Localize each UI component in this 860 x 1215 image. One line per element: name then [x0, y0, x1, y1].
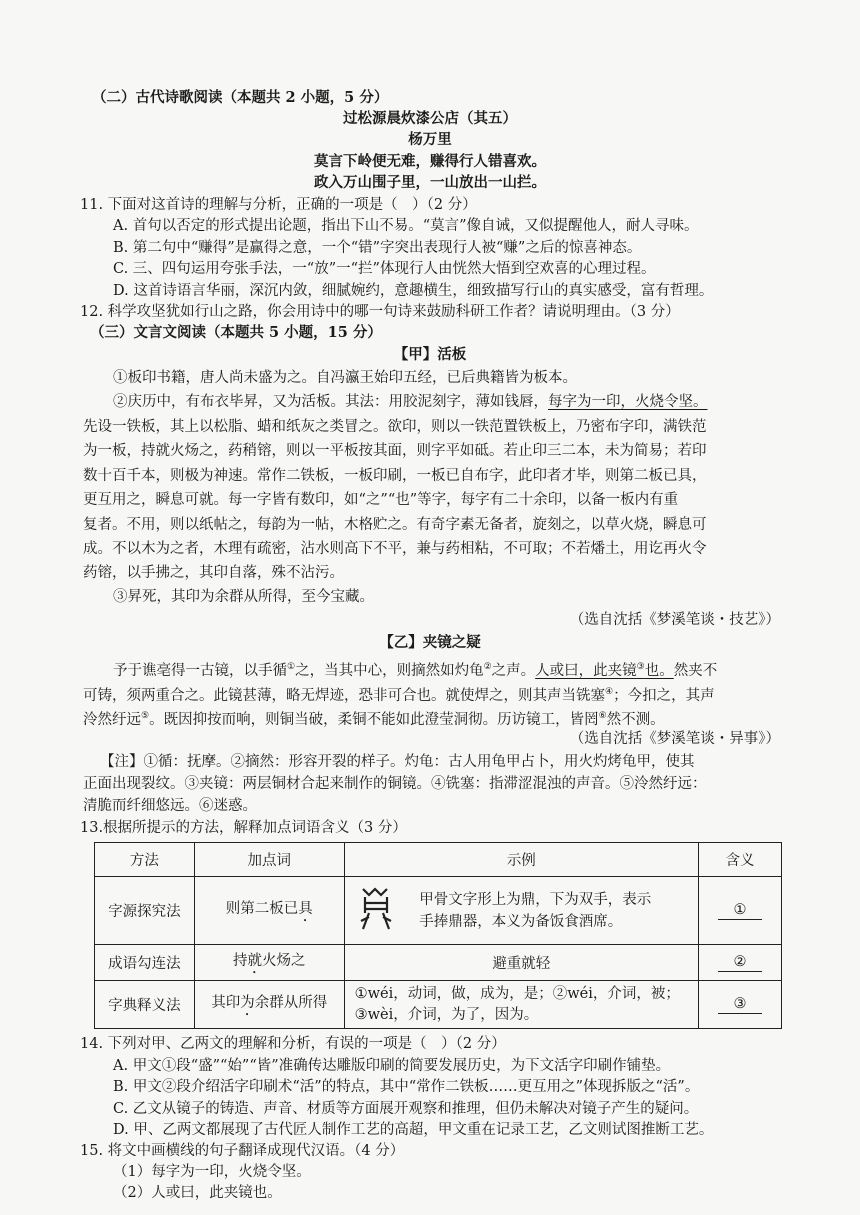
example-cell [344, 877, 698, 945]
passage-jia-line-9: 药镕，以手拂之，其印自落，殊不沾污。 [83, 565, 344, 581]
question-14-option-a: A. 甲文①段“盛”“始”“皆”准确传达雕版印刷的简要发展历史，为下文活字印刷作铺垫。 [113, 1058, 671, 1074]
passage-jia-title: 【甲】活板 [393, 346, 467, 363]
table-row [95, 877, 782, 945]
answer-blank-3: ③ [718, 995, 762, 1014]
passage-yi-line-3 [83, 706, 665, 730]
passage-yi-text: 泠然纡远 [83, 711, 141, 728]
example-text-line-2: ③wèi，介词，为了，因为。 [354, 1006, 539, 1023]
question-11-option-d: D. 这首诗语言华丽，深沉内敛，细腻婉约，意趣横生，细致描写行山的真实感受，富有哲理。 [113, 283, 714, 299]
phrase-text: 持 [232, 952, 248, 969]
passage-yi-text: 。既因抑按而响，则铜当破，柔铜不能如此澄莹洞彻。历访镜工，皆罔 [149, 711, 599, 728]
passage-jia-para-2-line-1 [113, 392, 708, 412]
footnote-marker: ④ [605, 687, 614, 697]
question-15-stem: 15. 将文中画横线的句子翻译成现代汉语。（4 分） [80, 1143, 405, 1159]
passage-jia-para-1: ①板印书籍，唐人尚未盛为之。自冯瀛王始印五经，已后典籍皆为板本。 [113, 370, 577, 386]
question-11-option-b: B. 第二句中“赚得”是赢得之意，一个“错”字突出表现行人被“赚”之后的惊喜神态。 [113, 240, 642, 256]
table-row [95, 945, 782, 981]
table-header-meaning: 含义 [699, 843, 782, 877]
table-header-example: 示例 [344, 843, 698, 877]
underlined-sentence-2 [535, 663, 674, 679]
question-15-sentence-2: （2）人或曰，此夹镜也。 [113, 1185, 282, 1201]
poem-author: 杨万里 [408, 131, 452, 148]
underlined-sentence-1: 每字为一印，火烧令坚。 [548, 394, 708, 410]
example-cell [344, 981, 698, 1029]
table-header-row [95, 843, 782, 877]
notes-line-1: 【注】①循：抚摩。②摘然：形容开裂的样子。灼龟：古人用龟甲占卜，用火灼烤龟甲，使其 [100, 754, 695, 770]
notes-line-2: 正面出现裂纹。③夹镜：两层铜材合起来制作的铜镜。④铣塞：指滞涩混浊的声音。⑤泠然纡远： [83, 776, 707, 792]
example-text-line-1: ①wéi，动词，做，成为，是；②wéi，介词，被； [354, 985, 680, 1002]
table-header-word: 加点词 [194, 843, 344, 877]
passage-yi-text: 然夹不 [673, 662, 718, 679]
question-14-option-b: B. 甲文②段介绍活字印刷术“活”的特点，其中“常作二铁板……更互用之”体现拆版之“活”。 [113, 1079, 700, 1095]
phrase-cell [194, 981, 344, 1029]
question-14-stem: 14. 下列对甲、乙两文的理解和分析，有误的一项是（ ）（2 分） [80, 1036, 506, 1052]
passage-yi-text: 予于谯亳得一古镜，以手循 [113, 662, 287, 679]
passage-jia-line-6: 更互用之，瞬息可就。每一字皆有数印，如“之”“也”等字，每字有二十余印，以备一板内有重 [83, 492, 679, 508]
question-13-stem: 13.根据所提示的方法，解释加点词语含义（3 分） [80, 820, 407, 836]
example-text-line-2: 手捧鼎器，本义为备饭食酒席。 [419, 913, 623, 930]
answer-cell [699, 945, 782, 981]
section-heading-classical: （三）文言文阅读（本题共 5 小题，15 分） [90, 324, 382, 341]
phrase-cell [194, 945, 344, 981]
passage-yi-text: 之声。 [491, 662, 536, 679]
phrase-text: 余群从所得 [254, 994, 328, 1011]
dotted-word: 为 [240, 994, 255, 1011]
table-header-method: 方法 [95, 843, 195, 877]
passage-jia-source: （选自沈括《梦溪笔谈・技艺》） [569, 612, 780, 628]
example-cell: 避重就轻 [344, 945, 698, 981]
question-14-option-d: D. 甲、乙两文都展现了古代匠人制作工艺的高超，甲文重在记录工艺，乙文则试图推断工艺。 [113, 1122, 714, 1138]
answer-blank-1: ① [718, 901, 762, 920]
footnote-marker: ⑤ [141, 711, 150, 721]
footnote-marker: ② [483, 662, 492, 672]
oracle-bone-glyph-icon [355, 883, 397, 939]
passage-jia-line-3: 先设一铁板，其上以松脂、蜡和纸灰之类冒之。欲印，则以一铁范置铁板上，乃密布字印，满铁范 [83, 419, 707, 435]
question-14-option-c: C. 乙文从镜子的铸造、声音、材质等方面展开观察和推理，但仍未解决对镜子产生的疑问。 [113, 1101, 699, 1117]
phrase-text: 则第二板已 [225, 900, 299, 917]
poem-line-2: 政入万山围子里，一山放出一山拦。 [314, 174, 546, 191]
dotted-word: 具 [298, 900, 313, 917]
passage-yi-text: 可铸，须两重合之。此镜甚薄，略无焊迹，恐非可合也。就使焊之，则其声当铣塞 [83, 687, 605, 704]
dotted-word: 就 [247, 952, 262, 969]
example-text-line-1: 甲骨文字形上为鼎，下为双手，表示 [419, 891, 652, 908]
passage-yi-title: 【乙】夹镜之疑 [379, 634, 481, 651]
footnote-marker: ③ [636, 662, 645, 672]
phrase-text: 火炀之 [261, 952, 306, 969]
underlined-sentence-2-text: 人或曰，此夹镜 [535, 662, 637, 679]
question-15-sentence-1: （1）每字为一印，火烧令坚。 [113, 1164, 311, 1180]
passage-yi-text: ；今扣之，其声 [613, 687, 715, 704]
question-11-option-c: C. 三、四句运用夸张手法，一“放”一“拦”体现行人由恍然大悟到空欢喜的心理过程。 [113, 261, 656, 277]
passage-jia-text: ②庆历中，有布衣毕昇，又为活板。其法：用胶泥刻字，薄如钱唇， [113, 394, 548, 410]
passage-yi-line-1 [113, 657, 717, 681]
passage-jia-line-8: 成。不以木为之者，木理有疏密，沾水则高下不平，兼与药相粘，不可取；不若燔土，用讫再火令 [83, 541, 707, 557]
method-cell: 成语勾连法 [95, 945, 195, 981]
poem-line-1: 莫言下岭便无难，赚得行人错喜欢。 [314, 153, 546, 170]
question-11-option-a: A. 首句以否定的形式提出论题，指出下山不易。“莫言”像自诫，又似提醒他人，耐人寻味。 [113, 218, 699, 234]
passage-jia-line-4: 为一板，持就火炀之，药稍镕，则以一平板按其面，则字平如砥。若止印三二本，未为简易；若印 [83, 443, 707, 459]
section-heading-poetry: （二）古代诗歌阅读（本题共 2 小题，5 分） [92, 89, 389, 106]
passage-yi-text: 之，当其中心，则摘然如灼龟 [295, 662, 484, 679]
phrase-text: 其印 [211, 994, 241, 1011]
passage-yi-source: （选自沈括《梦溪笔谈・异事》） [569, 731, 780, 747]
question-12-stem: 12. 科学攻坚犹如行山之路，你会用诗中的哪一句诗来鼓励科研工作者？请说明理由。（3 分） [80, 304, 680, 320]
word-meaning-table [94, 842, 782, 1029]
footnote-marker: ⑥ [598, 711, 607, 721]
answer-cell [699, 981, 782, 1029]
method-cell: 字源探究法 [95, 877, 195, 945]
question-11-stem: 11. 下面对这首诗的理解与分析，正确的一项是（ ）（2 分） [80, 197, 477, 213]
passage-jia-line-7: 复者。不用，则以纸帖之，每韵为一帖，木格贮之。有奇字素无备者，旋刻之，以草火烧，瞬息可 [83, 517, 707, 533]
answer-cell [699, 877, 782, 945]
table-row [95, 981, 782, 1029]
underlined-sentence-2-end: 也。 [644, 662, 674, 679]
notes-line-3: 清脆而纤细悠远。⑥迷惑。 [83, 798, 257, 814]
phrase-cell [194, 877, 344, 945]
passage-jia-para-3: ③昇死，其印为余群从所得，至今宝藏。 [113, 589, 374, 605]
answer-blank-2: ② [718, 953, 762, 972]
poem-title: 过松源晨炊漆公店（其五） [343, 110, 517, 127]
passage-jia-line-5: 数十百千本，则极为神速。常作二铁板，一板印刷，一板已自布字，此印者才毕，则第二板已具， [83, 468, 707, 484]
footnote-marker: ① [287, 662, 296, 672]
method-cell: 字典释义法 [95, 981, 195, 1029]
passage-yi-line-2 [83, 682, 715, 706]
passage-yi-text: 然不测。 [606, 711, 665, 728]
